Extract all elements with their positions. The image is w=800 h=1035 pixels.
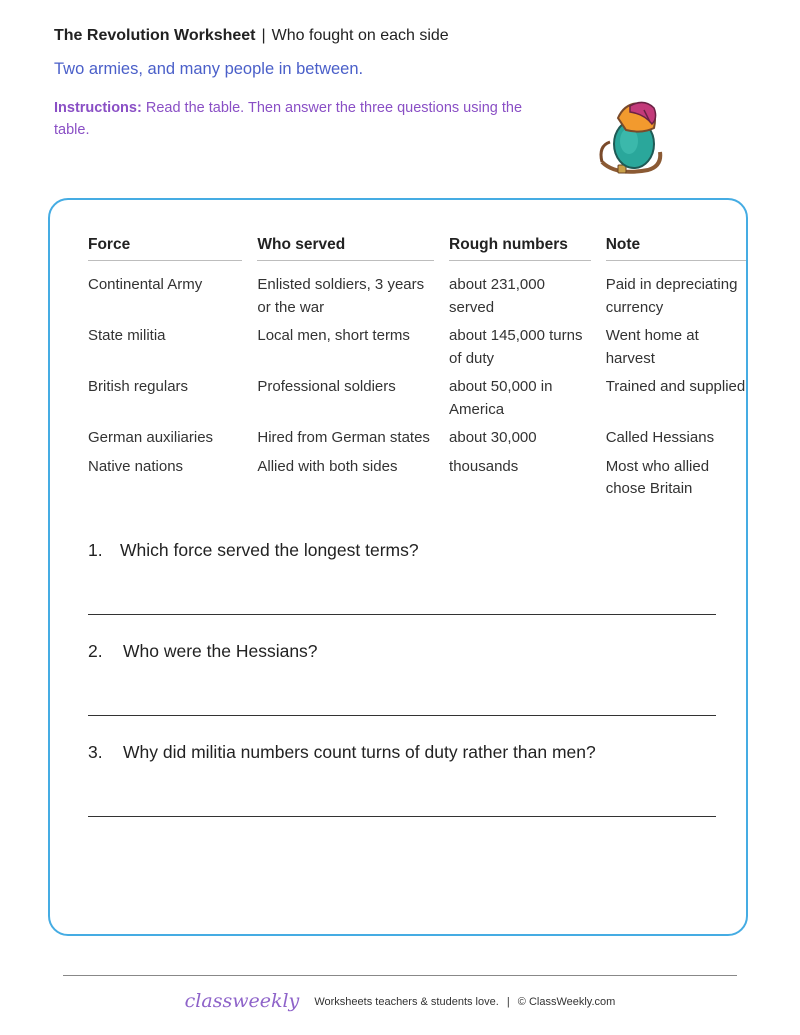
table-cell: Hired from German states	[257, 429, 430, 446]
table-cell: about 145,000 turns of duty	[449, 327, 583, 367]
table-cell: Allied with both sides	[257, 457, 398, 475]
answer-line-2[interactable]	[88, 715, 716, 716]
answer-line-1[interactable]	[88, 614, 716, 615]
table-row	[88, 268, 746, 319]
question-text: Who were the Hessians?	[123, 641, 318, 661]
instructions	[54, 97, 534, 141]
question-text: Which force served the longest terms?	[120, 540, 419, 560]
column-header-rough-numbers: Rough numbers	[449, 236, 606, 268]
header-separator: |	[261, 27, 266, 44]
table-cell: about 30,000	[449, 429, 537, 446]
table-row	[88, 370, 746, 421]
backpack-icon	[596, 96, 666, 178]
table-cell: Enlisted soldiers, 3 years or the war	[257, 276, 425, 316]
question-3	[88, 742, 596, 763]
footer-copyright: © ClassWeekly.com	[517, 996, 616, 1008]
worksheet-subtitle: Two armies, and many people in between.	[54, 60, 364, 78]
table-cell: Paid in depreciating currency	[605, 276, 738, 316]
answer-line-3[interactable]	[88, 816, 716, 817]
worksheet-header	[54, 27, 449, 45]
table-cell: Local men, short terms	[257, 327, 410, 344]
table-cell: about 231,000 served	[449, 276, 545, 316]
worksheet-card	[48, 198, 748, 936]
instructions-text: Read the table. Then answer the three questions using the table.	[54, 100, 523, 138]
footer-divider	[63, 975, 737, 976]
question-number: 2.	[88, 641, 103, 661]
question-2	[88, 641, 318, 662]
question-text: Why did militia numbers count turns of duty rather than men?	[123, 742, 596, 762]
table-row	[88, 450, 746, 501]
footer	[0, 990, 800, 1012]
brand-logo: classweekly	[184, 990, 300, 1012]
footer-tagline: Worksheets teachers & students love.	[314, 996, 499, 1008]
question-1	[88, 540, 419, 561]
worksheet-title: The Revolution Worksheet	[54, 27, 256, 44]
table-cell: Most who allied chose Britain	[605, 457, 710, 497]
table-cell: about 50,000 in America	[449, 378, 553, 418]
column-header-who-served: Who served	[257, 236, 449, 268]
column-header-note: Note	[606, 236, 746, 268]
table-cell: Called Hessians	[605, 429, 715, 446]
instructions-label: Instructions:	[54, 100, 142, 116]
question-number: 3.	[88, 742, 103, 762]
table-cell: German auxiliaries	[88, 429, 214, 446]
table-cell: State militia	[88, 327, 166, 344]
footer-separator: |	[506, 996, 510, 1008]
question-number: 1.	[88, 540, 103, 560]
forces-table	[88, 236, 746, 501]
table-row	[88, 319, 746, 370]
table-cell: thousands	[449, 457, 519, 475]
worksheet-topic: Who fought on each side	[271, 27, 449, 44]
table-cell: Continental Army	[88, 276, 203, 293]
table-cell: British regulars	[88, 378, 189, 395]
column-header-force: Force	[88, 236, 257, 268]
table-header-row	[88, 236, 746, 268]
table-cell: Native nations	[88, 457, 184, 475]
table-cell: Trained and supplied	[605, 378, 746, 395]
table-cell: Went home at harvest	[605, 327, 699, 367]
table-row	[88, 421, 746, 450]
table-cell: Professional soldiers	[257, 378, 396, 395]
